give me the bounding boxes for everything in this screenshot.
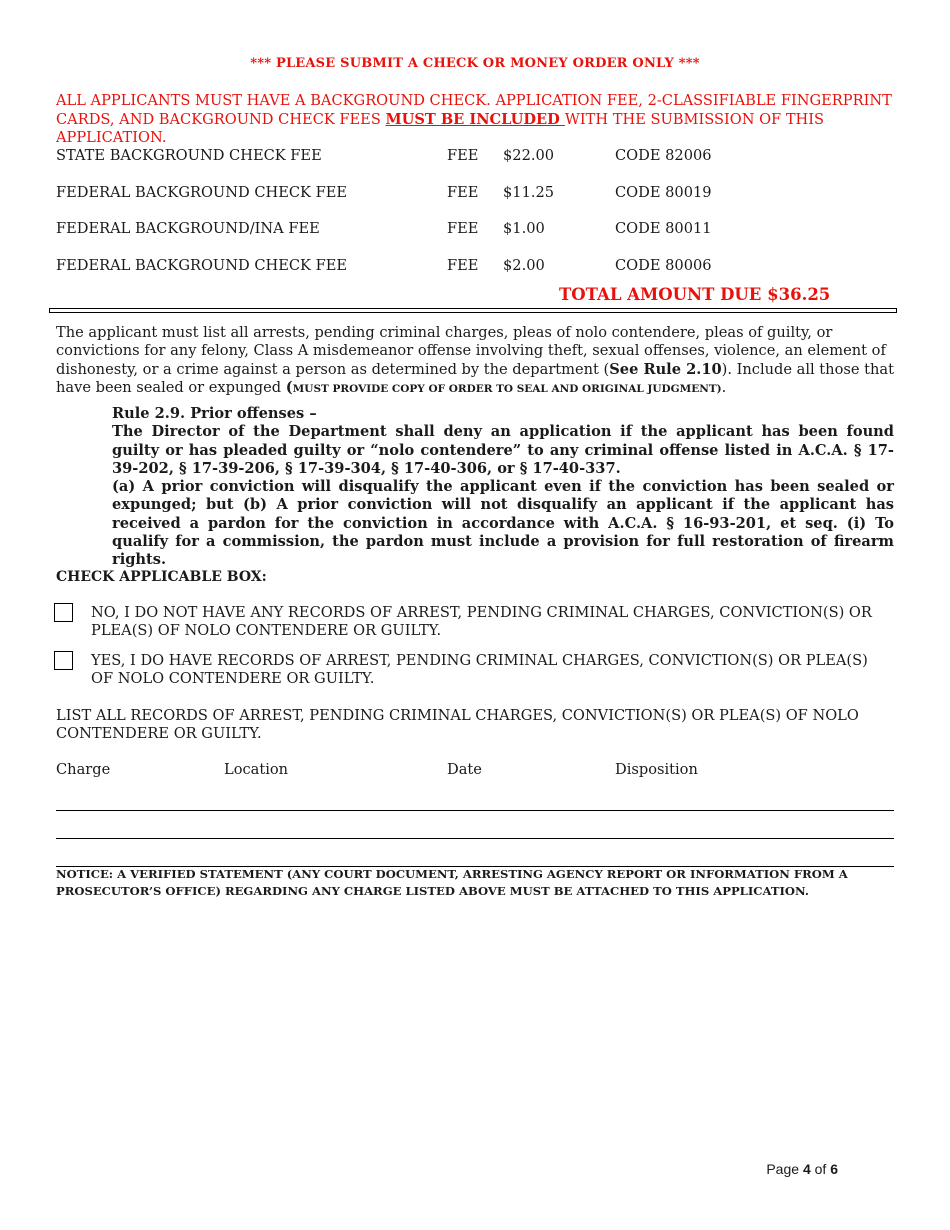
fee-name: STATE BACKGROUND CHECK FEE: [56, 147, 322, 164]
column-date: Date: [447, 761, 482, 778]
fee-amount: $11.25: [503, 184, 555, 201]
disclosure-end: .: [721, 378, 727, 396]
fee-row: [56, 147, 894, 165]
total-divider: [49, 308, 897, 313]
note-paren: (: [285, 378, 293, 396]
list-records-instruction: LIST ALL RECORDS OF ARREST, PENDING CRIMINAL CHARGES, CONVICTION(S) OR PLEA(S) OF NOLO CONTENDERE OR GUILTY.: [56, 707, 859, 743]
fee-amount: $2.00: [503, 257, 545, 274]
rule-body-conditions: (a) A prior conviction will disqualify the applicant even if the conviction has been sealed or expunged; but (b) A prior conviction will not disqualify an applicant if the applicant has received a pardon for the conviction in accordance with A.C.A. § 16-93-201, et seq. (i) To qualify for a commission, the pardon must include a provision for full restoration of firearm rights.: [112, 478, 894, 569]
rule-reference: See Rule 2.10: [609, 360, 722, 378]
total-pages: 6: [830, 1161, 838, 1177]
page-number: [760, 1161, 838, 1177]
verified-statement-notice: NOTICE: A VERIFIED STATEMENT (ANY COURT DOCUMENT, ARRESTING AGENCY REPORT OR INFORMATION FROM A PROSECUTOR’S OFFICE) REGARDING ANY CHARGE LISTED ABOVE MUST BE ATTACHED TO THIS APPLICATION.: [56, 867, 848, 898]
rule-body: The Director of the Department shall deny an application if the applicant has been found guilty or has pleaded guilty or “nolo contendere” to any criminal offense listed in A.C.A. § 17-39-202, § 17-39-206, § 17-39-304, § 17-40-306, or § 17-40-337.: [112, 423, 894, 477]
page-label: Page: [766, 1161, 800, 1177]
background-check-intro: [56, 92, 896, 148]
no-records-checkbox[interactable]: [54, 603, 73, 622]
fee-name: FEDERAL BACKGROUND/INA FEE: [56, 220, 320, 237]
intro-text: ALL APPLICANTS MUST HAVE A BACKGROUND CHECK. APPLICATION FEE, 2-CLASSIFIABLE FINGERPRINT CARDS, AND BACKGROUND CHECK FEES: [56, 92, 892, 128]
page-of: of: [814, 1161, 827, 1177]
total-amount-due: TOTAL AMOUNT DUE $36.25: [559, 285, 831, 304]
record-entry-line[interactable]: [56, 810, 894, 811]
fee-label: FEE: [447, 257, 479, 274]
yes-records-checkbox[interactable]: [54, 651, 73, 670]
disclosure-text-2: ). Include all those that have been sealed or expunged: [56, 360, 894, 396]
fee-amount: $1.00: [503, 220, 545, 237]
intro-text-end: WITH THE SUBMISSION OF THIS APPLICATION.: [56, 110, 825, 146]
rule-2-9-block: [112, 405, 894, 570]
fee-amount: $22.00: [503, 147, 555, 164]
fee-label: FEE: [447, 184, 479, 201]
fee-name: FEDERAL BACKGROUND CHECK FEE: [56, 257, 348, 274]
fee-code: CODE 80011: [615, 220, 712, 237]
fee-label: FEE: [447, 147, 479, 164]
column-disposition: Disposition: [615, 761, 698, 778]
form-page: [56, 0, 894, 1230]
sealed-order-note: MUST PROVIDE COPY OF ORDER TO SEAL AND ORIGINAL JUDGMENT): [292, 382, 722, 395]
fee-code: CODE 80006: [615, 257, 712, 274]
intro-emphasis: MUST BE INCLUDED: [385, 110, 565, 128]
fee-row: [56, 257, 894, 275]
fee-code: CODE 82006: [615, 147, 712, 164]
fee-name: FEDERAL BACKGROUND CHECK FEE: [56, 184, 348, 201]
disclosure-text: The applicant must list all arrests, pending criminal charges, pleas of nolo contendere, pleas of guilty, or convictions for any felony, Class A misdemeanor offense involving theft, sexual offenses, violence, an element of dishonesty, or a crime against a person as determined by the department (: [56, 324, 886, 378]
fee-row: [56, 184, 894, 202]
yes-records-label: YES, I DO HAVE RECORDS OF ARREST, PENDING CRIMINAL CHARGES, CONVICTION(S) OR PLEA(S) OF NOLO CONTENDERE OR GUILTY.: [91, 652, 868, 688]
column-location: Location: [224, 761, 289, 778]
rule-heading: Rule 2.9. Prior offenses –: [112, 405, 317, 422]
payment-banner: *** PLEASE SUBMIT A CHECK OR MONEY ORDER ONLY ***: [250, 56, 700, 71]
fee-row: [56, 220, 894, 238]
disclosure-paragraph: [56, 324, 896, 398]
current-page: 4: [802, 1161, 811, 1177]
no-records-label: NO, I DO NOT HAVE ANY RECORDS OF ARREST, PENDING CRIMINAL CHARGES, CONVICTION(S) OR PLEA(S) OF NOLO CONTENDERE OR GUILTY.: [91, 604, 872, 640]
record-entry-line[interactable]: [56, 838, 894, 839]
column-charge: Charge: [56, 761, 111, 778]
fee-label: FEE: [447, 220, 479, 237]
fee-code: CODE 80019: [615, 184, 712, 201]
check-applicable-heading: CHECK APPLICABLE BOX:: [56, 569, 267, 585]
